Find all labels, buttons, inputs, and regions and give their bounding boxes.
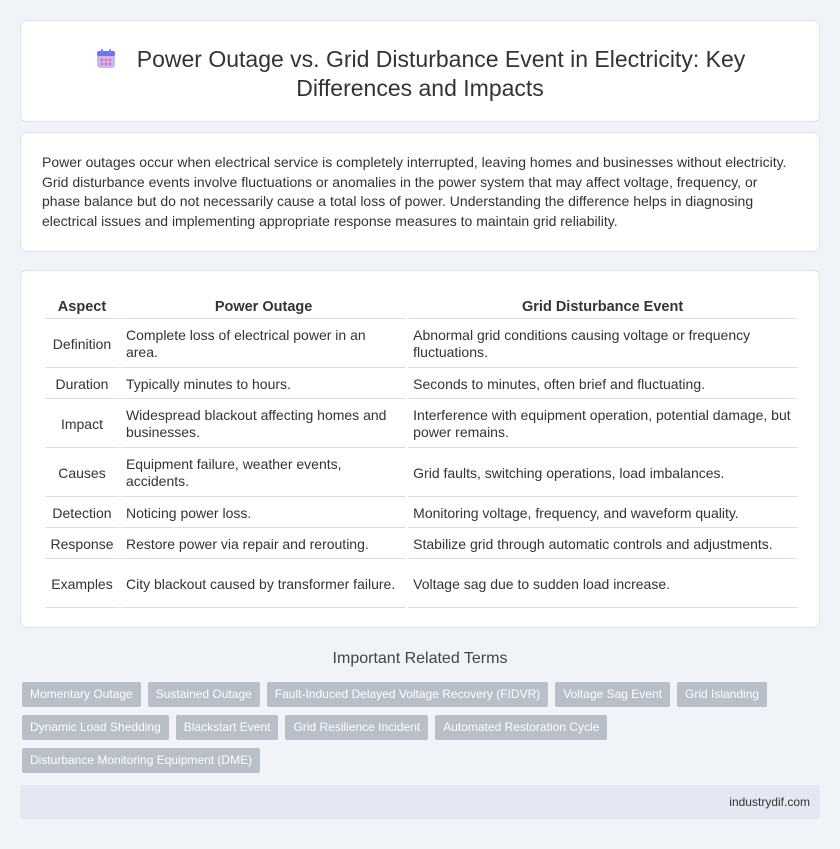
table-row — [45, 401, 797, 448]
row-aspect: Examples — [45, 561, 119, 608]
table-row — [45, 530, 797, 559]
row-aspect: Impact — [45, 401, 119, 448]
tag-sustained-outage[interactable]: Sustained Outage — [148, 682, 260, 707]
row-power-outage: Typically minutes to hours. — [121, 370, 406, 399]
row-grid-disturbance: Voltage sag due to sudden load increase. — [408, 561, 797, 608]
comparison-table — [43, 293, 799, 610]
tag-blackstart-event[interactable]: Blackstart Event — [176, 715, 279, 740]
tag-disturbance-monitoring-equipment[interactable]: Disturbance Monitoring Equipment (DME) — [22, 748, 260, 773]
page-title: Power Outage vs. Grid Disturbance Event in Electricity: Key Differences and Impacts — [136, 46, 746, 101]
row-aspect: Duration — [45, 370, 119, 399]
related-terms-title: Important Related Terms — [332, 650, 508, 667]
calendar-icon — [95, 48, 117, 70]
row-aspect: Response — [45, 530, 119, 559]
footer — [20, 785, 820, 819]
row-power-outage: Widespread blackout affecting homes and businesses. — [121, 401, 406, 448]
comparison-card — [20, 270, 820, 628]
row-grid-disturbance: Seconds to minutes, often brief and fluctuating. — [408, 370, 797, 399]
header-aspect: Aspect — [45, 295, 119, 319]
row-grid-disturbance: Monitoring voltage, frequency, and waveform quality. — [408, 499, 797, 528]
header-power-outage: Power Outage — [121, 295, 406, 319]
row-power-outage: Restore power via repair and rerouting. — [121, 530, 406, 559]
tag-grid-islanding[interactable]: Grid Islanding — [677, 682, 767, 707]
table-row — [45, 499, 797, 528]
related-terms-list — [22, 682, 802, 773]
row-power-outage: City blackout caused by transformer failure. — [121, 561, 406, 608]
header-grid-disturbance: Grid Disturbance Event — [408, 295, 797, 319]
row-power-outage: Equipment failure, weather events, accidents. — [121, 450, 406, 497]
tag-voltage-sag-event[interactable]: Voltage Sag Event — [555, 682, 670, 707]
row-grid-disturbance: Interference with equipment operation, potential damage, but power remains. — [408, 401, 797, 448]
row-grid-disturbance: Abnormal grid conditions causing voltage or frequency fluctuations. — [408, 321, 797, 368]
row-grid-disturbance: Grid faults, switching operations, load imbalances. — [408, 450, 797, 497]
tag-grid-resilience-incident[interactable]: Grid Resilience Incident — [285, 715, 428, 740]
row-aspect: Detection — [45, 499, 119, 528]
tag-fidvr[interactable]: Fault-Induced Delayed Voltage Recovery (FIDVR) — [267, 682, 548, 707]
footer-site-link[interactable]: industrydif.com — [729, 795, 810, 809]
row-aspect: Definition — [45, 321, 119, 368]
table-row — [45, 370, 797, 399]
intro-card — [20, 132, 820, 252]
tag-automated-restoration-cycle[interactable]: Automated Restoration Cycle — [435, 715, 607, 740]
row-power-outage: Complete loss of electrical power in an area. — [121, 321, 406, 368]
row-power-outage: Noticing power loss. — [121, 499, 406, 528]
row-aspect: Causes — [45, 450, 119, 497]
title-card — [20, 20, 820, 122]
row-grid-disturbance: Stabilize grid through automatic controls and adjustments. — [408, 530, 797, 559]
tag-dynamic-load-shedding[interactable]: Dynamic Load Shedding — [22, 715, 169, 740]
table-header-row — [45, 295, 797, 319]
table-row — [45, 450, 797, 497]
table-row — [45, 561, 797, 608]
page-title-container — [21, 45, 819, 103]
intro-paragraph: Power outages occur when electrical service is completely interrupted, leaving homes and businesses without electricity. Grid disturbance events involve fluctuations or anomalies in the power system that may affect voltage, frequency, or phase balance but do not necessarily cause a total loss of power. Understanding the difference helps in diagnosing electrical issues and implementing appropriate response measures to maintain grid reliability. — [42, 154, 787, 229]
tag-momentary-outage[interactable]: Momentary Outage — [22, 682, 141, 707]
table-row — [45, 321, 797, 368]
